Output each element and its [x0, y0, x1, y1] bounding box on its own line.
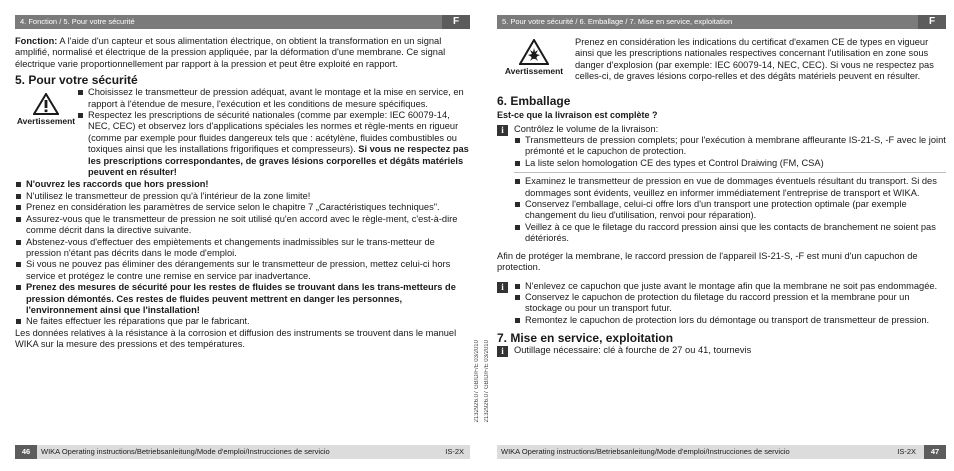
safety-item-text: N'utilisez le transmetteur de pression qu'à l'intérieur de la zone limite! [26, 190, 311, 201]
transport-item-text: Conservez l'emballage, celui-ci offre lors d'un transport une protection optimale (par exemple changement du lieu d'utilisation, renvoi pour réparation). [525, 199, 907, 221]
right-footer-bar [497, 445, 946, 459]
warning-triangle-icon [33, 93, 59, 115]
right-warning-label: Avertissement [504, 66, 564, 76]
right-header-bar [497, 15, 946, 29]
safety-item-text: Si vous ne pouvez pas éliminer des dérangements sur le transmetteur de pression, mettez celui-ci hors service et protégez le contre une remise en service par inadvertance. [26, 259, 451, 281]
warning-bold-text: Si vous ne respectez pas les prescriptions correspondantes, de graves lésions corporelles et dégâts matériels peuvent en résulter! [88, 144, 469, 178]
safety-list [15, 179, 470, 327]
info-icon: i [497, 346, 508, 357]
fonction-text: A l'aide d'un capteur et sous alimentation électrique, on obtient la transformation en un signal amplifié, normalisé et électrique de la pression appliquée, par la déformation d'une membrane. Ce signal électrique varie proportionnellement par rapport à la pression et peut être exploité en rapport. [15, 36, 446, 69]
section5-title: 5. Pour votre sécurité [15, 73, 138, 88]
transport-list [514, 176, 946, 244]
ex-warning [497, 39, 571, 77]
safety-item-text: Prenez en considération les paramètres de service selon le chapitre 7 „Caractéristiques techniques". [26, 202, 440, 213]
warning-item [77, 87, 470, 110]
ex-paragraph: Prenez en considération les indications du certificat d'examen CE de types en vigueur ainsi que les prescriptions nationales respectives concernant l'utilisation en zone sous danger d'explosion (par exemple: IEC 60079-14, NEC, CEC). Si vous ne respectez pas celles-ci, de graves lésions corpo-relles et des dégâts matériels peuvent en résulter. [575, 37, 934, 82]
divider [514, 172, 946, 173]
right-footer-text: WIKA Operating instructions/Betriebsanleitung/Mode d'emploi/Instrucciones de servicio [501, 447, 790, 456]
left-page [0, 0, 470, 471]
cap-item-text: Remontez le capuchon de protection lors du démontage ou transport de transmetteur de pression. [525, 314, 930, 325]
safety-item [15, 191, 470, 202]
cap-list [514, 281, 946, 327]
left-content [15, 36, 470, 351]
membrane-paragraph: Afin de protéger la membrane, le raccord pression de l'appareil IS-21-S, -F est muni d'un capuchon de protection. [497, 250, 918, 273]
safety-item-text: Assurez-vous que le transmetteur de pression ne soit utilisé qu'en accord avec le règle-ment, c'est-à-dire comme décrit dans la directive suivante. [26, 213, 458, 236]
transport-item [514, 199, 946, 222]
check-item-text: La liste selon homologation CE des types et Control Draiwing (FM, CSA) [525, 157, 824, 168]
left-footer-text: WIKA Operating instructions/Betriebsanleitung/Mode d'emploi/Instrucciones de servicio [41, 447, 330, 456]
section7-title: 7. Mise en service, exploitation [497, 331, 674, 346]
left-warning-label: Avertissement [16, 116, 76, 127]
check-intro: Contrôlez le volume de la livraison: [514, 123, 659, 134]
cap-item [514, 292, 946, 315]
safety-item-text: Ne faites effectuer les réparations que par le fabricant. [26, 316, 250, 327]
right-language-tag: F [918, 15, 946, 29]
check-item-text: Transmetteurs de pression complets; pour l'exécution à membrane affleurante IS-21-S, -F avec le joint prémonté et le capuchon de protection. [525, 135, 946, 157]
transport-item-text: Examinez le transmetteur de pression en vue de dommages éventuels résultant du transport. Si des dommages sont évidents, veuillez en informer immédiatement l'entreprise de transport et WIKA. [525, 176, 937, 198]
fonction-paragraph [15, 36, 470, 70]
cap-block [497, 281, 946, 327]
safety-item-text: Abstenez-vous d'effectuer des empiètements et changements inadmissibles sur le trans-metteur de pression n'étant pas décrits dans le mode d'emploi. [26, 236, 435, 258]
tools-text: Outillage nécessaire: clé à fourche de 27 ou 41, tournevis [514, 345, 752, 356]
warning-item-text: Choisissez le transmetteur de pression adéquat, avant le montage et la mise en service, en rapport à l'étendue de mesure, l'exécution et les conditions de mesure spécifiques. [88, 87, 464, 109]
cap-item-text: Conservez le capuchon de protection du filetage du raccord pression et la membrane pour un stockage ou pour un transport futur. [525, 291, 910, 314]
left-side-code: 2132926.07 GB/D/F/E 03/2010 [474, 340, 480, 423]
transport-item [514, 222, 946, 245]
left-model: IS-2X [445, 447, 464, 456]
cap-item-text: N'enlevez ce capuchon que juste avant le montage afin que la membrane ne soit pas endommagée. [525, 280, 938, 291]
safety-item-text: Prenez des mesures de sécurité pour les restes de fluides se trouvant dans les trans-metteurs de pression démontés. Ces restes de fluides peuvent mettrent en danger les personnes, l'environnement ainsi que l'installation! [26, 282, 456, 315]
right-content [497, 37, 946, 357]
safety-item-text: N'ouvrez les raccords que hors pression! [26, 179, 209, 190]
ex-warning-block [497, 37, 946, 83]
check-block [497, 124, 946, 245]
safety-item [15, 259, 470, 282]
check-item [514, 158, 946, 169]
right-side-code: 2132926.07 GB/D/F/E 03/2010 [484, 340, 490, 423]
right-header-text: 5. Pour votre sécurité / 6. Emballage / 7. Mise en service, exploitation [502, 17, 733, 26]
tools-block [497, 345, 946, 356]
cap-item [514, 315, 946, 326]
check-item [514, 135, 946, 158]
safety-item [15, 237, 470, 260]
section6-title: 6. Emballage [497, 93, 571, 108]
safety-item [15, 179, 470, 190]
right-page [494, 0, 946, 471]
closing-paragraph: Les données relatives à la résistance à la corrosion et diffusion des instruments se trouvent dans le manuel WIKA sur la mesure des pressions et des températures. [15, 327, 457, 350]
safety-item [15, 202, 470, 213]
right-model: IS-2X [897, 447, 916, 456]
check-list [514, 135, 946, 169]
left-page-number: 46 [15, 445, 37, 459]
fonction-label: Fonction: [15, 36, 58, 46]
cap-item [514, 281, 946, 292]
left-warning-block [15, 87, 470, 178]
right-page-number: 47 [924, 445, 946, 459]
info-icon: i [497, 282, 508, 293]
info-icon: i [497, 125, 508, 136]
warning-item [77, 110, 470, 178]
left-footer-bar [15, 445, 470, 459]
left-language-tag: F [442, 15, 470, 29]
left-warning [15, 93, 77, 127]
left-header-bar [15, 15, 470, 29]
safety-item [15, 282, 470, 316]
safety-item [15, 214, 470, 237]
explosion-warning-icon [519, 39, 549, 65]
warning-list [15, 87, 470, 178]
left-header-text: 4. Fonction / 5. Pour votre sécurité [20, 17, 135, 26]
safety-item [15, 316, 470, 327]
warning-item-text: Respectez les prescriptions de sécurité nationales (comme par exemple: IEC 60079-14, NEC, CEC) et observez lors d'applications spéciales les normes et règle-ments en rigueur (comme par exemple pour fluides dangereux tels que : acétylène, fluides combustibles ou toxiques ainsi que les installations frigorifiques et compresseurs). [88, 110, 459, 155]
transport-item [514, 176, 946, 199]
delivery-question: Est-ce que la livraison est complète ? [497, 109, 658, 120]
transport-item-text: Veillez à ce que le filetage du raccord pression ainsi que les contacts de branchement ne soient pas détériorés. [525, 221, 936, 244]
